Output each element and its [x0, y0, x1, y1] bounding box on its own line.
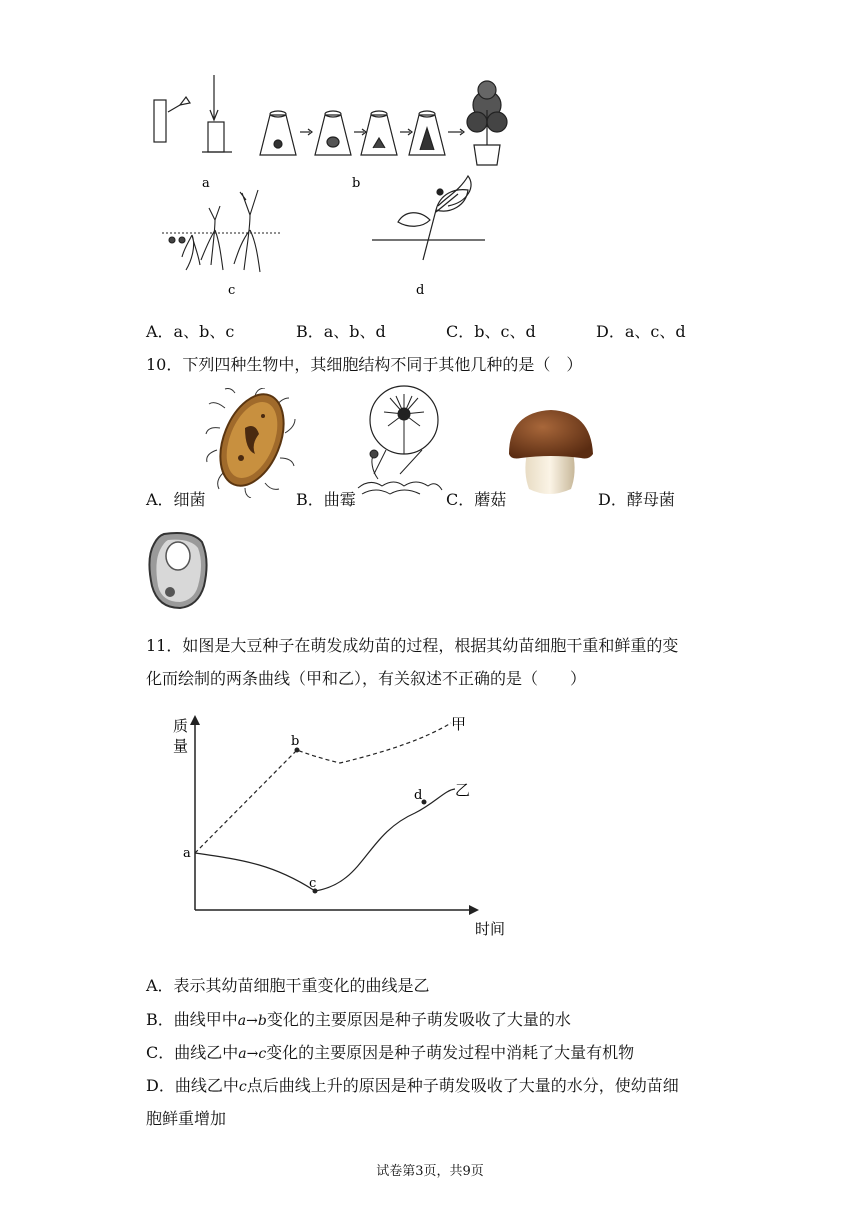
series-yi-line: [195, 789, 455, 891]
q9-option-d[interactable]: D．a、c、d: [596, 322, 686, 341]
point-label-d: d: [414, 788, 423, 803]
series-yi-label: 乙: [455, 781, 471, 799]
bacterium-image: [205, 388, 297, 498]
q11-option-d-math: c: [238, 1079, 247, 1095]
aspergillus-image: [356, 384, 446, 499]
q9-fig-label-b: b: [352, 176, 361, 191]
q11-option-c[interactable]: [146, 1043, 634, 1064]
point-label-c: c: [309, 876, 317, 891]
q11-option-d-prefix: D．曲线乙中: [146, 1076, 239, 1095]
mushroom-image: [507, 408, 593, 500]
y-axis-arrow: [190, 715, 200, 725]
page-footer: 试卷第3页，共9页: [376, 1164, 484, 1179]
q11-option-d[interactable]: [146, 1076, 679, 1097]
q11-option-b-math: a→b: [237, 1013, 267, 1029]
q9-figure: [140, 70, 540, 305]
q9-fig-label-a: a: [202, 176, 210, 191]
q11-option-c-math: a→c: [238, 1046, 267, 1062]
q11-stem-line1: 11．如图是大豆种子在萌发成幼苗的过程，根据其幼苗细胞干重和鲜重的变: [146, 636, 679, 655]
seedling-illustration: [162, 190, 280, 272]
q11-stem-line2: 化而绘制的两条曲线（甲和乙），有关叙述不正确的是（ ）: [146, 669, 587, 688]
q11-chart: [165, 705, 525, 945]
q10-option-b[interactable]: B．曲霉: [296, 490, 356, 509]
q9-option-c[interactable]: C．b、c、d: [446, 322, 536, 341]
q9-option-b[interactable]: B．a、b、d: [296, 322, 386, 341]
q9-fig-label-c: c: [228, 283, 236, 298]
point-label-b: b: [291, 734, 300, 749]
x-axis-label: 时间: [475, 920, 506, 938]
q10-stem: 10．下列四种生物中，其细胞结构不同于其他几种的是（ ）: [146, 355, 583, 374]
q11-option-b-prefix: B．曲线甲中: [146, 1010, 238, 1029]
series-jia-label: 甲: [451, 715, 467, 733]
cutting-illustration: [372, 176, 485, 260]
y-axis-label-1: 质: [173, 717, 189, 735]
q11-option-d-suffix: 点后曲线上升的原因是种子萌发吸收了大量的水分，使幼苗细: [246, 1076, 679, 1095]
tissue-culture-illustration: [260, 81, 507, 165]
q10-option-d[interactable]: D．酵母菌: [598, 490, 675, 509]
q10-option-c[interactable]: C．蘑菇: [446, 490, 507, 509]
y-axis-label-2: 量: [173, 737, 189, 755]
point-label-a: a: [183, 846, 191, 861]
q9-fig-label-d: d: [416, 283, 425, 298]
q11-option-b-suffix: 变化的主要原因是种子萌发吸收了大量的水: [266, 1010, 571, 1029]
q11-option-c-suffix: 变化的主要原因是种子萌发过程中消耗了大量有机物: [266, 1043, 635, 1062]
grafting-illustration: [154, 75, 232, 152]
q9-option-a[interactable]: A．a、b、c: [146, 322, 235, 341]
yeast-cell-image: [146, 530, 208, 610]
q10-option-a[interactable]: A．细菌: [146, 490, 206, 509]
x-axis-arrow: [469, 905, 479, 915]
q11-option-a[interactable]: A．表示其幼苗细胞干重变化的曲线是乙: [146, 976, 430, 995]
q11-option-c-prefix: C．曲线乙中: [146, 1043, 239, 1062]
q11-option-b[interactable]: [146, 1010, 571, 1031]
q11-option-d-line2: 胞鲜重增加: [146, 1109, 227, 1128]
series-jia-line: [195, 723, 451, 853]
